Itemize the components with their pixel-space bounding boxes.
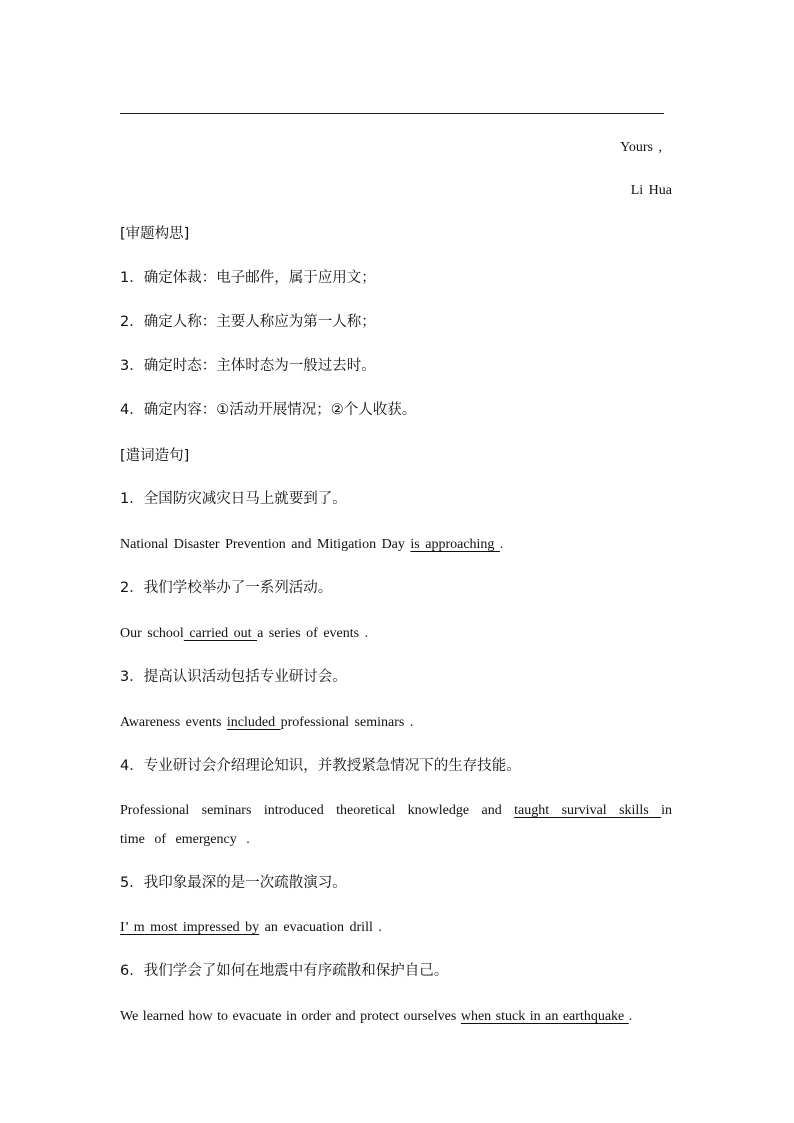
answer-underline: taught survival skills [514, 803, 662, 818]
sentence-1-english [120, 536, 503, 554]
answer-underline: is approaching [410, 537, 500, 552]
answer-underline: I’ m most impressed by [120, 920, 260, 935]
review-item-3: 3．确定时态：主体时态为一般过去时。 [120, 358, 376, 374]
answer-blank-line [120, 113, 664, 114]
sentence-text: an evacuation drill . [259, 920, 382, 935]
sentence-text: We learned how to evacuate in order and protect ourselves [120, 1009, 461, 1024]
sentence-text: professional seminars . [280, 715, 414, 730]
sentence-text: a series of events . [257, 626, 369, 641]
closing-sign-off: Yours , [620, 140, 662, 155]
section-heading-wording: [遣词造句] [120, 448, 190, 464]
sentence-5-chinese: 5．我印象最深的是一次疏散演习。 [120, 875, 347, 891]
sentence-text: . [499, 537, 504, 552]
sentence-6-english [120, 1008, 632, 1026]
review-item-1: 1．确定体裁：电子邮件，属于应用文； [120, 270, 376, 286]
closing-name: Li Hua [630, 183, 672, 198]
sentence-2-english [120, 625, 368, 643]
sentence-4-english [120, 796, 672, 854]
sentence-text: Professional seminars introduced theoretical knowledge and [120, 803, 515, 818]
sentence-2-chinese: 2．我们学校举办了一系列活动。 [120, 580, 333, 596]
sentence-text: Awareness events [120, 715, 227, 730]
section-heading-review: [审题构思] [120, 226, 190, 242]
answer-underline: when stuck in an earthquake [460, 1009, 629, 1024]
sentence-1-chinese: 1．全国防灾减灾日马上就要到了。 [120, 491, 347, 507]
sentence-text: National Disaster Prevention and Mitigation Day [120, 537, 411, 552]
sentence-text: . [628, 1009, 633, 1024]
sentence-text: in time of emergency . [120, 803, 672, 847]
sentence-3-english [120, 714, 413, 732]
review-item-2: 2．确定人称：主要人称应为第一人称； [120, 314, 376, 330]
sentence-6-chinese: 6．我们学会了如何在地震中有序疏散和保护自己。 [120, 963, 449, 979]
review-item-4: 4．确定内容：①活动开展情况；②个人收获。 [120, 402, 417, 418]
sentence-text: Our school [120, 626, 184, 641]
sentence-4-chinese: 4．专业研讨会介绍理论知识，并教授紧急情况下的生存技能。 [120, 758, 521, 774]
sentence-5-english [120, 919, 382, 937]
answer-underline: included [226, 715, 281, 730]
sentence-3-chinese: 3．提高认识活动包括专业研讨会。 [120, 669, 347, 685]
answer-underline: carried out [183, 626, 258, 641]
